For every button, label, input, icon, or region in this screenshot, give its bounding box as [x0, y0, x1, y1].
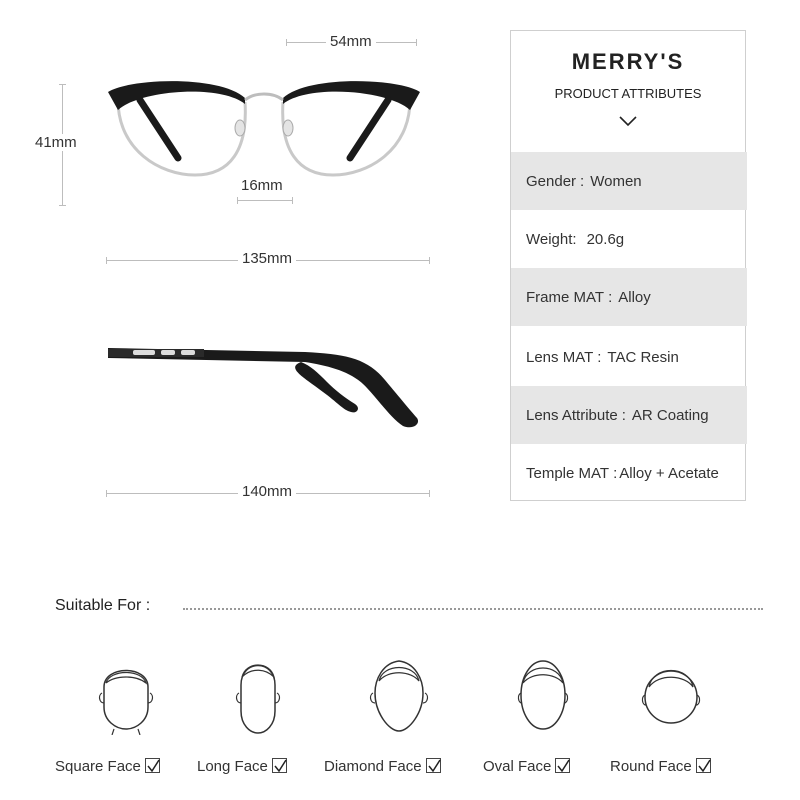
- face-label-diamond: [324, 758, 441, 775]
- frame-width-tick-right: [429, 257, 430, 264]
- bridge-tick-left: [237, 197, 238, 204]
- attr-row-lens-attribute: [511, 386, 747, 444]
- attr-separator: :: [597, 348, 602, 366]
- face-name: Diamond Face: [324, 758, 422, 775]
- face-name: Long Face: [197, 758, 268, 775]
- face-name: Oval Face: [483, 758, 552, 775]
- attr-value: Women: [590, 172, 642, 190]
- attr-row-weight: [511, 210, 747, 268]
- attr-value: Alloy: [618, 288, 651, 306]
- face-label-long: [197, 758, 287, 775]
- checkbox-checked-icon: [145, 758, 160, 773]
- attr-label: Temple MAT: [526, 464, 610, 482]
- lens-width-tick-right: [416, 39, 417, 46]
- attr-label: Gender: [526, 172, 577, 190]
- checkbox-checked-icon: [696, 758, 711, 773]
- panel-subtitle: PRODUCT ATTRIBUTES: [554, 86, 702, 101]
- attr-separator: :: [580, 172, 585, 190]
- attr-value: 20.6g: [586, 230, 625, 248]
- attr-row-gender: [511, 152, 747, 210]
- bridge-tick-right: [292, 197, 293, 204]
- face-label-oval: [483, 758, 570, 775]
- bridge-label: 16mm: [237, 177, 287, 194]
- product-attributes-panel: [510, 30, 746, 501]
- square-face-icon: [96, 655, 156, 735]
- attr-label: Lens Attribute: [526, 406, 618, 424]
- lens-height-label: 41mm: [31, 134, 81, 151]
- attr-row-lens-mat: [511, 328, 747, 386]
- attr-value: AR Coating: [631, 406, 709, 424]
- brand-logo: MERRY'S: [571, 49, 685, 74]
- lens-width-tick-left: [286, 39, 287, 46]
- attr-label: Weight:: [526, 230, 577, 248]
- attr-label: Lens MAT: [526, 348, 594, 366]
- face-name: Round Face: [610, 758, 692, 775]
- lens-width-label: 54mm: [326, 33, 376, 50]
- dotted-divider: [183, 608, 763, 610]
- attr-value: Alloy + Acetate: [619, 464, 719, 482]
- attr-row-temple-mat: [511, 444, 747, 502]
- face-label-round: [610, 758, 711, 775]
- long-face-icon: [228, 655, 288, 735]
- checkbox-checked-icon: [555, 758, 570, 773]
- lens-height-tick-bottom: [59, 205, 66, 206]
- temple-length-tick-left: [106, 490, 107, 497]
- attr-value: TAC Resin: [607, 348, 679, 366]
- face-name: Square Face: [55, 758, 141, 775]
- bridge-line: [237, 200, 293, 201]
- attr-separator: :: [608, 288, 613, 306]
- checkbox-checked-icon: [426, 758, 441, 773]
- lens-height-tick-top: [59, 84, 66, 85]
- temple-length-tick-right: [429, 490, 430, 497]
- round-face-icon: [641, 655, 701, 735]
- temple-side-image: [105, 340, 425, 440]
- attr-separator: :: [621, 406, 626, 424]
- attr-separator: :: [613, 464, 618, 482]
- attr-row-frame-mat: [511, 268, 747, 326]
- face-label-square: [55, 758, 160, 775]
- suitable-for-heading: Suitable For :: [55, 597, 151, 614]
- oval-face-icon: [513, 655, 573, 735]
- temple-length-label: 140mm: [238, 483, 296, 500]
- chevron-down-icon: [618, 115, 638, 127]
- frame-width-label: 135mm: [238, 250, 296, 267]
- checkbox-checked-icon: [272, 758, 287, 773]
- frame-width-tick-left: [106, 257, 107, 264]
- glasses-front-image: [100, 70, 430, 185]
- diamond-face-icon: [369, 655, 429, 735]
- attr-label: Frame MAT: [526, 288, 605, 306]
